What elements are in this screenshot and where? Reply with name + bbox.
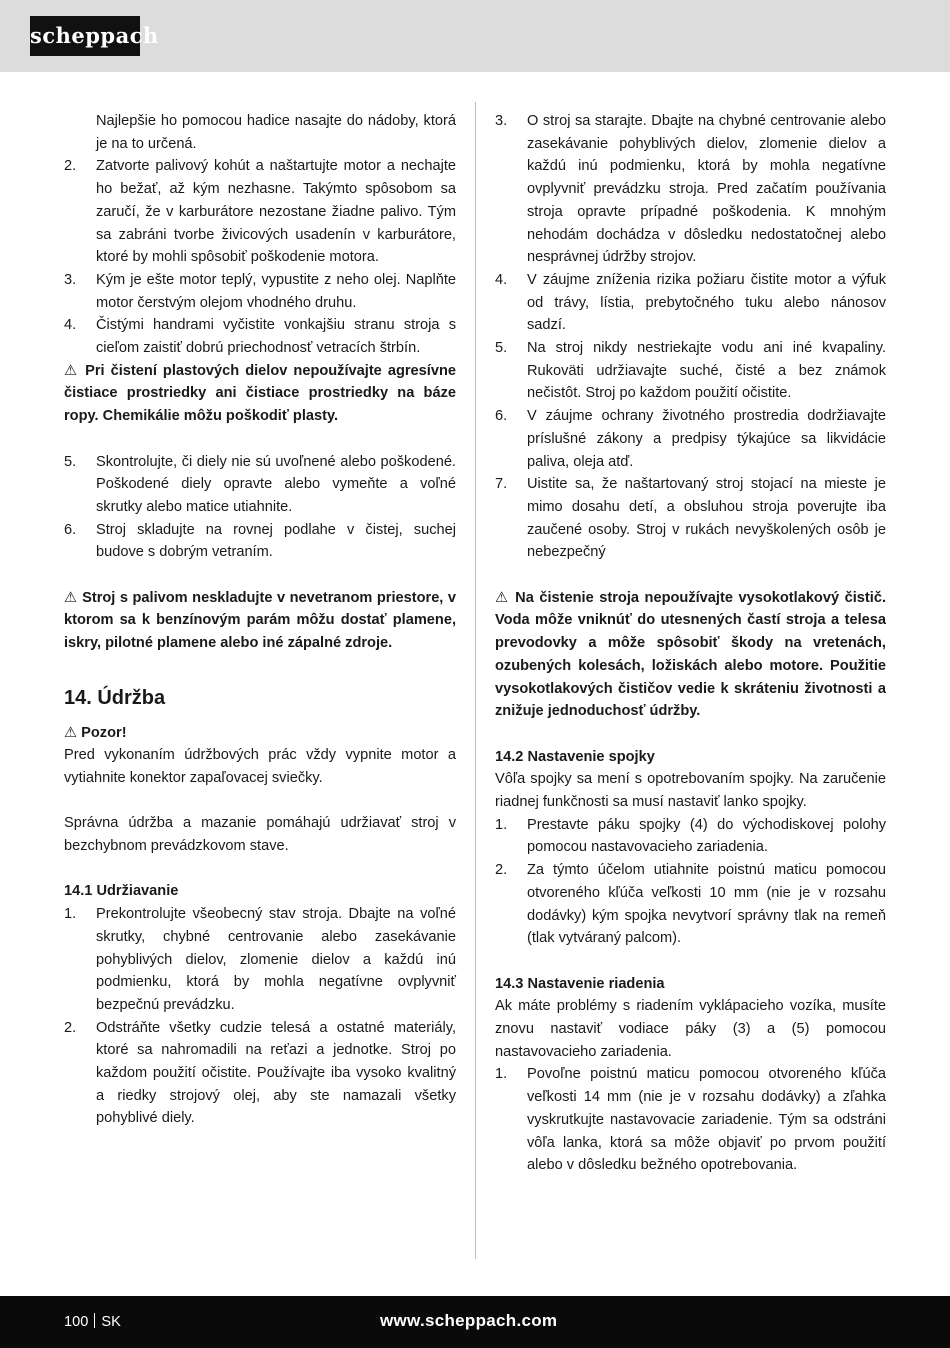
warning-triangle-icon: ⚠ xyxy=(64,589,78,606)
list-item-number: 2. xyxy=(64,1019,77,1036)
list-item-number: 1. xyxy=(495,1066,508,1083)
list-item-text: Uistite sa, že naštartovaný stroj stojací na mieste je mimo dosahu detí, a obsluhou stroja poverujte iba zaučené osoby. Stroj v rukách nevyškolených osôb je nebezpečný xyxy=(527,476,886,561)
list-item-number: 1. xyxy=(495,816,508,833)
list-item-number: 5. xyxy=(495,340,508,357)
subsection-title: 14.3 Nastavenie riadenia xyxy=(495,975,665,992)
list-item-number: 4. xyxy=(495,271,508,288)
list-item xyxy=(495,473,886,564)
website-link[interactable]: www.scheppach.com xyxy=(380,1311,558,1330)
fuel-storage-warning xyxy=(64,587,456,655)
maintenance-text: Správna údržba a mazanie pomáhajú udržiavať stroj v bezchybnom prevádzkovom stave. xyxy=(64,815,456,855)
list-item xyxy=(495,814,886,859)
list-item-number: 3. xyxy=(495,113,508,129)
page-number: 100 xyxy=(64,1314,89,1330)
list-item-text: V záujme ochrany životného prostredia dodržiavajte príslušné zákony a predpisy týkajúce sa likvidácie paliva, oleja atď. xyxy=(527,408,886,470)
warning-text: Stroj s palivom neskladujte v nevetranom priestore, v ktorom sa k benzínovým parám môžu dostať plamene, iskry, pilotné plamene alebo iné zápalné zdroje. xyxy=(64,589,456,652)
list-item-number: 4. xyxy=(64,317,77,334)
steps-list xyxy=(495,814,886,950)
list-item-text: O stroj sa starajte. Dbajte na chybné centrovanie alebo zasekávanie pohyblivých dielov, zlomenie dielov a každú inú podmienku, ktorá by mohla negatívne ovplyvniť prevádzku stroja. Pred začatím používania stroja opravte prípadné poškodenia. K mnohým nehodám dochádza v dôsledku nedostatočnej alebo nesprávnej údržby strojov. xyxy=(527,113,886,266)
list-item xyxy=(495,110,886,269)
list-item-text: Zatvorte palivový kohút a naštartujte motor a nechajte ho bežať, až kým nezhasne. Takýmto spôsobom sa zaručí, že v karburátore nezostane žiadne palivo. Tým sa zabráni tvorbe živicových usadenín v karburátore, ktoré by mohli spôsobiť poškodenie motora. xyxy=(96,158,456,266)
steps-list xyxy=(64,903,456,1130)
right-column xyxy=(495,110,886,1177)
list-item-text: Prekontrolujte všeobecný stav stroja. Dbajte na voľné skrutky, chybné centrovanie alebo zasekávanie pohyblivých dielov, zlomenie dielov a každú inú podmienku, ktorá by mohla negatívne ovplyvniť bezpečnú prevádzku. xyxy=(96,906,456,1013)
intro-continuation: Najlepšie ho pomocou hadice nasajte do nádoby, ktorá je na to určená. xyxy=(96,113,456,152)
caution-heading xyxy=(64,722,456,745)
plastic-cleaning-warning xyxy=(64,360,456,428)
column-divider xyxy=(475,102,476,1259)
list-item xyxy=(64,269,456,314)
pressure-washer-warning xyxy=(495,587,886,723)
steps-list xyxy=(495,1063,886,1177)
left-column xyxy=(64,110,456,1130)
caution-text: Pred vykonaním údržbových prác vždy vypnite motor a vytiahnite konektor zapaľovacej sviečky. xyxy=(64,747,456,786)
page-footer xyxy=(0,1296,950,1348)
list-item-number: 6. xyxy=(64,521,77,538)
warning-triangle-icon: ⚠ xyxy=(64,362,80,379)
list-item-text: Čistými handrami vyčistite vonkajšiu stranu stroja s cieľom zaistiť dobrú priechodnosť vetracích štrbín. xyxy=(96,317,456,357)
brand-logo xyxy=(30,16,159,56)
subsection-title: 14.1 Udržiavanie xyxy=(64,883,179,900)
page-info xyxy=(64,1312,121,1332)
subsection-text: Ak máte problémy s riadením vyklápacieho vozíka, musíte znovu nastaviť vodiace páky (3) a (5) pomocou nastavovacieho zariadenia. xyxy=(495,998,886,1060)
list-item xyxy=(64,519,456,564)
list-item-text: Za týmto účelom utiahnite poistnú maticu pomocou otvoreného kľúča veľkosti 10 mm (nie je v rozsahu dodávky) kým spojka nevytvorí správny tlak na remeň (tlak vytváraný palcom). xyxy=(527,862,886,947)
page-header xyxy=(0,0,950,72)
caution-label: Pozor! xyxy=(81,724,127,741)
section-title: 14. Údržba xyxy=(64,686,166,709)
list-item-text: Na stroj nikdy nestriekajte vodu ani iné kvapaliny. Rukoväti udržiavajte suché, čisté a bez známok nečistôt. Stroj po každom použití očistite. xyxy=(527,340,886,402)
list-item xyxy=(64,155,456,269)
warning-triangle-icon: ⚠ xyxy=(64,724,78,741)
list-item-text: Odstráňte všetky cudzie telesá a ostatné materiály, ktoré sa nahromadili na reťazi a jednotke. Stroj po každom použití očistite. Používajte iba vysoko kvalitný a riedky strojový olej, aby ste namazali všetky pohyblivé diely. xyxy=(96,1019,456,1127)
list-item-number: 2. xyxy=(64,158,77,175)
list-item xyxy=(495,1063,886,1177)
list-item-text: V záujme zníženia rizika požiaru čistite motor a výfuk od trávy, lístia, prebytočného tuku alebo nánosov sadzí. xyxy=(527,271,886,334)
list-item-text: Prestavte páku spojky (4) do východiskovej polohy pomocou nastavovacieho zariadenia. xyxy=(527,816,886,856)
list-item xyxy=(495,269,886,337)
list-item xyxy=(495,405,886,473)
subsection-text: Vôľa spojky sa mení s opotrebovaním spojky. Na zaručenie riadnej funkčnosti sa musí nastaviť lanko spojky. xyxy=(495,771,886,811)
footer-separator xyxy=(94,1313,95,1328)
list-item-text: Povoľne poistnú maticu pomocou otvoreného kľúča veľkosti 14 mm (nie je v rozsahu dodávky) a zľahka vyskrutkujte nastavovacie zariadenie. Tým sa odstráni vôľa lanka, ktorá sa môže objaviť po prvom použití alebo v dôsledku bežného opotrebovania. xyxy=(527,1066,886,1174)
list-item xyxy=(64,314,456,359)
steps-list xyxy=(64,451,456,565)
list-item xyxy=(495,859,886,950)
list-item xyxy=(495,337,886,405)
list-item-number: 6. xyxy=(495,408,508,425)
language-code: SK xyxy=(101,1314,121,1330)
list-item-text: Kým je ešte motor teplý, vypustite z neho olej. Naplňte motor čerstvým olejom vhodného druhu. xyxy=(96,271,456,311)
steps-list xyxy=(64,155,456,359)
list-item xyxy=(64,1017,456,1131)
list-item xyxy=(64,903,456,1017)
list-item-number: 7. xyxy=(495,476,508,493)
list-item-number: 3. xyxy=(64,271,77,288)
list-item-number: 2. xyxy=(495,862,508,879)
list-item-text: Skontrolujte, či diely nie sú uvoľnené alebo poškodené. Poškodené diely opravte alebo vymeňte a voľné skrutky alebo matice utiahnite. xyxy=(96,453,456,515)
warning-text: Na čistenie stroja nepoužívajte vysokotlakový čistič. Voda môže vniknúť do utesnených častí stroja a telesa prevodovky a môže spôsobiť škody na vretenách, ozubených kolesách, ložiskách alebo motore. Použitie vysokotlakových čističov vedie k skráteniu životnosti a znižuje jednoduchosť údržby. xyxy=(495,589,887,720)
list-item-text: Stroj skladujte na rovnej podlahe v čistej, suchej budove s dobrým vetraním. xyxy=(96,521,456,561)
warning-text: Pri čistení plastových dielov nepoužívajte agresívne čistiace prostriedky ani čistiace prostriedky na báze ropy. Chemikálie môžu poškodiť plasty. xyxy=(64,362,456,425)
list-item xyxy=(64,451,456,519)
list-item-number: 1. xyxy=(64,906,77,923)
brand-logo-text: scheppach xyxy=(30,23,159,48)
list-item-number: 5. xyxy=(64,453,77,470)
warning-triangle-icon: ⚠ xyxy=(495,589,510,606)
steps-list xyxy=(495,110,886,564)
subsection-title: 14.2 Nastavenie spojky xyxy=(495,748,655,765)
